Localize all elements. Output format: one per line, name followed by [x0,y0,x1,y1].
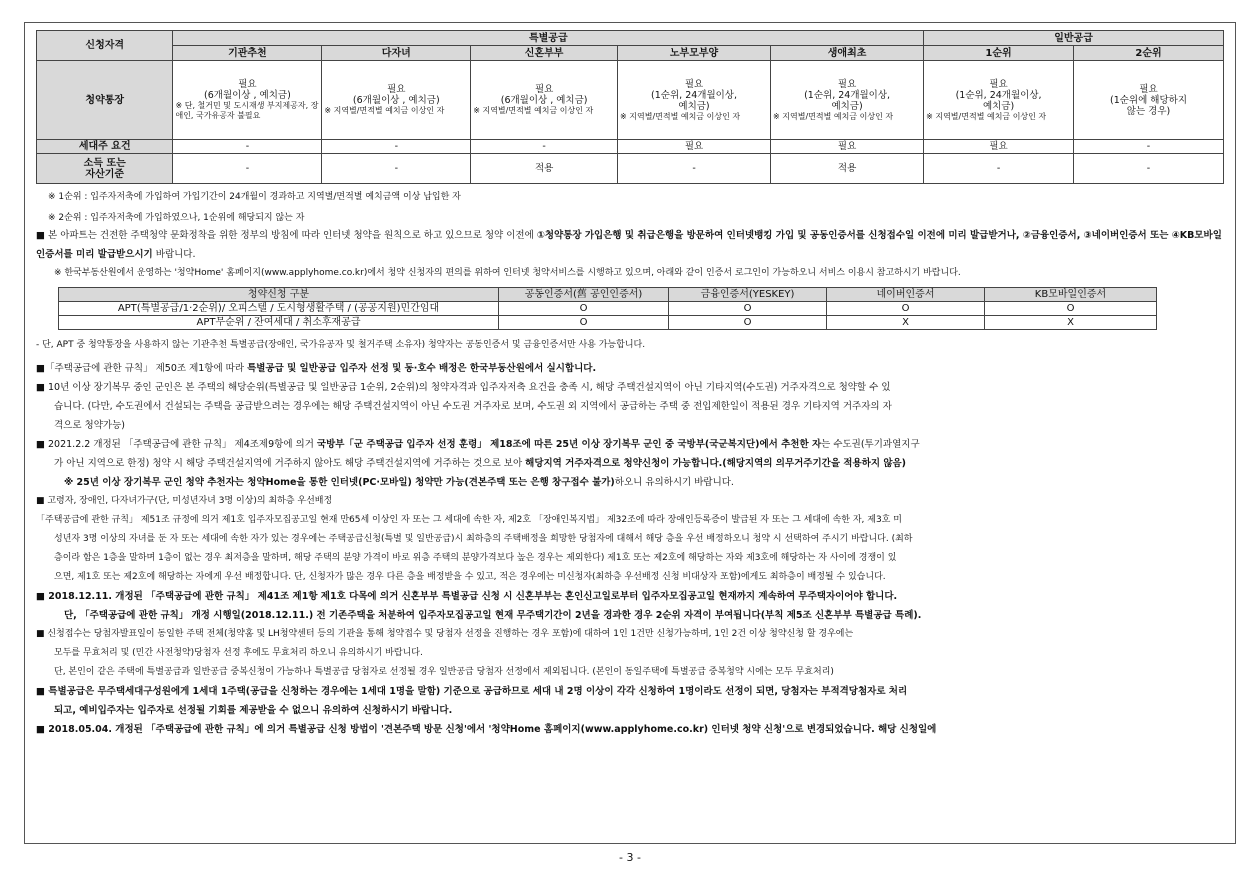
paragraph-military-10y-3: 격으로 청약가능) [54,420,125,431]
paragraph-one-per-person-3: 단, 본인이 같은 주택에 특별공급과 일반공급 중복신청이 가능하나 특별공급 당첨자로 선정될 경우 일반공급 당첨자 선정에서 제외됩니다. (본인이 동일주택에 특별공급 중복청약 시에는 모두 무효처리) [54,667,834,677]
text-bold: ①청약통장 가입은행 및 취급은행을 방문하여 인터넷뱅킹 가입 및 공동인증서를 신청접수일 이전에 미리 발급받거나, ②금융인증서, ③네이버인증서 또는 ④KB모바일인증서를 미리 발급받으시기 [36,230,1222,260]
page-number: - 3 - [619,851,641,864]
text-bold: 국방부「군 주택공급 입주자 선정 훈령」 제18조에 따른 25년 이상 장기복무 군인 중 국방부(국군복지단)에서 추천한 자 [316,439,822,450]
cell-main: 필요 (1순위, 24개월이상, 예치금) [804,78,891,112]
table-cell: 필요 [924,140,1074,154]
paragraph-special-supply-household: ■ 특별공급은 무주택세대구성원에게 1세대 1주택(공급을 신청하는 경우에는 1세대 1명을 말함) 기준으로 공급하므로 세대 내 2명 이상이 각각 신청하여 1명이라도 선정이 되면, 당첨자는 부적격당첨자로 처리 [36,686,908,697]
row-label-savings-account: 청약통장 [37,61,173,140]
text: 는 수도권(투기과열지구 [821,439,920,450]
table-cell: X [985,316,1157,330]
col-header: 금융인증서(YESKEY) [669,288,827,302]
paragraph-military-25y-2 [36,454,1224,473]
table-cell [471,61,618,140]
cell-note: ※ 지역별/면적별 예치금 이상인 자 [473,106,594,115]
table-cell: - [1074,140,1224,154]
table-cell: - [322,140,471,154]
document-body [36,30,1224,739]
table-cell: O [669,302,827,316]
paragraph-newlywed: ■ 2018.12.11. 개정된 「주택공급에 관한 규칙」 제41조 제1항 제1호 다목에 의거 신혼부부 특별공급 신청 시 신혼부부는 혼인신고일로부터 입주자모집공고일 현재까지 계속하여 무주택자이어야 합니다. [36,591,898,602]
paragraph-lowest-floor-4: 으면, 제1호 또는 제2호에 해당하는 자에게 우선 배정합니다. 단, 신청자가 많은 경우 다른 층을 배정받을 수 있고, 적은 경우에는 미신청자(최하층 우선배정 신청 비대상자 포함)에게도 최하층이 배정될 수 있습니다. [54,572,886,582]
note-second-rank: ※ 2순위 : 입주자저축에 가입하였으나, 1순위에 해당되지 않는 자 [48,213,305,223]
table-cell: O [827,302,985,316]
table-cell [771,61,924,140]
col-header: 생애최초 [771,46,924,61]
text: ■ 본 아파트는 건전한 주택청약 문화정착을 위한 정부의 방침에 따라 인터넷 청약을 원칙으로 하고 있으므로 청약 이전에 [36,230,537,241]
table-cell: - [618,154,771,184]
note-first-rank: ※ 1순위 : 입주자저축에 가입하여 가입기간이 24개월이 경과하고 지역별/면적별 예치금액 이상 납입한 자 [48,192,461,202]
paragraph-applyhome-note: ※ 한국부동산원에서 운영하는 '청약Home' 홈페이지(www.applyhome.co.kr)에서 청약 신청자의 편의를 위하여 인터넷 청약서비스를 시행하고 있으며, 아래와 같이 인증서 로그인이 가능하오니 서비스 이용시 참고하시기 바랍니다. [54,268,961,278]
paragraph-2018-revision: ■ 2018.05.04. 개정된 「주택공급에 관한 규칙」에 의거 특별공급 신청 방법이 '견본주택 방문 신청'에서 '청약Home 홈페이지(www.applyhome.co.kr) 인터넷 청약 신청'으로 변경되었습니다. 해당 신청일에 [36,724,937,735]
table-cell: O [669,316,827,330]
col-header: 2순위 [1074,46,1224,61]
header-special-supply: 특별공급 [173,31,924,46]
col-header: 노부모부양 [618,46,771,61]
cell-main: 필요 (1순위에 해당하지 않는 경우) [1110,83,1188,117]
col-header: 다자녀 [322,46,471,61]
text: 바랍니다. [152,249,196,260]
table-cell: - [471,140,618,154]
cell-note: ※ 단, 철거민 및 도시재생 부지제공자, 장애인, 국가유공자 불필요 [175,101,319,120]
table-cell: O [499,316,669,330]
paragraph-rule50 [36,359,1224,378]
paragraph-internet-application [36,226,1224,264]
table-cell [173,61,322,140]
col-header: 1순위 [924,46,1074,61]
paragraph-newlywed-2: 단, 「주택공급에 관한 규칙」 개정 시행일(2018.12.11.) 전 기존주택을 처분하여 입주자모집공고일 현재 무주택기간이 2년을 경과한 경우 2순위 자격이 부여됩니다(부칙 제5조 신혼부부 특별공급 특례). [64,610,922,621]
table-cell: - [924,154,1074,184]
text: 하오니 유의하시기 바랍니다. [614,477,734,488]
paragraph-special-supply-household-2: 되고, 예비입주자는 입주자로 선정될 기회를 제공받을 수 없으니 유의하여 신청하시기 바랍니다. [54,705,453,716]
paragraph-institution-note: - 단, APT 중 청약통장을 사용하지 않는 기관추천 특별공급(장애인, 국가유공자 및 철거주택 소유자) 청약자는 공동인증서 및 금융인증서만 사용 가능합니다. [36,340,646,350]
table-cell: - [1074,154,1224,184]
row-label-income-asset: 소득 또는 자산기준 [37,154,173,184]
header-qualification: 신청자격 [37,31,173,61]
cell-main: 필요 (6개월이상 , 예치금) [204,79,291,101]
table-cell: O [985,302,1157,316]
text: ■「주택공급에 관한 규칙」 제50조 제1항에 따라 [36,363,248,374]
certificate-table [58,287,1157,330]
table-cell: 필요 [618,140,771,154]
row-label-householder: 세대주 요건 [37,140,173,154]
table-cell [924,61,1074,140]
table-row-label: APT(특별공급/1·2순위)/ 오피스텔 / 도시형생활주택 / (공공지원)민간임대 [59,302,499,316]
col-header: 기관추천 [173,46,322,61]
text: 가 아닌 지역으로 한정) 청약 시 해당 주택건설지역에 거주하지 않아도 해당 주택건설지역에 거주하는 것으로 보아 [54,458,526,469]
text: ■ 2021.2.2 개정된 「주택공급에 관한 규칙」 제4조제9항에 의거 [36,439,317,450]
paragraph-military-25y [36,435,1224,454]
text-bold: ※ 25년 이상 장기복무 군인 청약 추천자는 청약Home을 통한 인터넷(PC·모바일) 청약만 가능(견본주택 또는 은행 창구접수 불가) [64,477,615,488]
cell-note: ※ 지역별/면적별 예치금 이상인 자 [324,106,445,115]
table-cell: X [827,316,985,330]
paragraph-one-per-person: ■ 신청접수는 당첨자발표일이 동일한 주택 전체(청약홈 및 LH청약센터 등의 기관을 통해 청약접수 및 당첨자 선정을 진행하는 경우 포함)에 대하여 1인 1건만 신청가능하며, 1인 2건 이상 청약신청 할 경우에는 [36,629,854,639]
cell-main: 필요 (1순위, 24개월이상, 예치금) [651,78,738,112]
table-cell: 적용 [471,154,618,184]
text-bold: 해당지역 거주자격으로 청약신청이 가능합니다.(해당지역의 의무거주기간을 적용하지 않음) [525,458,907,469]
cell-note: ※ 지역별/면적별 예치금 이상인 자 [620,111,741,121]
paragraph-lowest-floor-3: 층이라 함은 1층을 말하며 1층이 없는 경우 최저층을 말하며, 해당 주택의 분양 가격이 바로 위층 주택의 분양가격보다 높은 경우는 제외한다) 제1호 또는 제2호에 해당하는 자와 제3호에 해당하는 자 사이에 경쟁이 있 [54,553,897,563]
cell-main: 필요 (6개월이상 , 예치금) [352,84,440,106]
paragraph-one-per-person-2: 모두를 무효처리 및 (민간 사전청약)당첨자 선정 후에도 무효처리 하오니 유의하시기 바랍니다. [54,648,423,658]
table-cell: - [173,154,322,184]
header-general-supply: 일반공급 [924,31,1224,46]
cell-main: 필요 (1순위, 24개월이상, 예치금) [955,78,1042,112]
cell-note: ※ 지역별/면적별 예치금 이상인 자 [926,111,1047,121]
cell-note: ※ 지역별/면적별 예치금 이상인 자 [773,111,894,121]
table-cell: 필요 [771,140,924,154]
paragraph-lowest-floor-1: 「주택공급에 관한 규칙」 제51조 규정에 의거 제1호 입주자모집공고일 현재 만65세 이상인 자 또는 그 세대에 속한 자, 제2호 「장애인복지법」 제32조에 따라 장애인등록증이 발급된 자 또는 그 세대에 속한 자, 제3호 미 [36,515,902,525]
col-header: 신혼부부 [471,46,618,61]
table-cell: - [322,154,471,184]
table-cell: 적용 [771,154,924,184]
col-header: KB모바일인증서 [985,288,1157,302]
table-cell [322,61,471,140]
table-cell: O [499,302,669,316]
table-cell: - [173,140,322,154]
col-header: 네이버인증서 [827,288,985,302]
paragraph-lowest-floor-2: 성년자 3명 이상의 자녀를 둔 자 또는 세대에 속한 자가 있는 경우에는 주택공급신청(특별 및 일반공급)시 최하층의 주택배정을 희망한 당첨자에 대해서 해당 층을 우선 배정하오니 청약 시 선택하여 주시기 바랍니다. (최하 [54,534,913,544]
paragraph-military-25y-3 [36,473,1224,492]
table-row-label: APT무순위 / 잔여세대 / 취소후재공급 [59,316,499,330]
paragraph-lowest-floor-title: ■ 고령자, 장애인, 다자녀가구(단, 미성년자녀 3명 이상)의 최하층 우선배정 [36,496,333,506]
col-header: 공동인증서(舊 공인인증서) [499,288,669,302]
paragraph-military-10y: ■ 10년 이상 장기복무 중인 군인은 본 주택의 해당순위(특별공급 및 일반공급 1순위, 2순위)의 청약자격과 입주자저축 요건을 충족 시, 해당 주택건설지역이 아닌 기타지역(수도권) 거주자격으로 청약할 수 있 [36,382,891,393]
table-cell [618,61,771,140]
col-header: 청약신청 구분 [59,288,499,302]
cell-main: 필요 (6개월이상 , 예치금) [500,84,588,106]
paragraph-military-10y-2: 습니다. (다만, 수도권에서 건설되는 주택을 공급받으려는 경우에는 해당 주택건설지역이 아닌 수도권 거주자로 보며, 수도권 외 지역에서 공급하는 주택 중 전입제한일이 적용된 경우 기타지역 거주자의 자 [54,401,892,412]
eligibility-table [36,30,1224,184]
text-bold: 특별공급 및 일반공급 입주자 선정 및 동·호수 배정은 한국부동산원에서 실시합니다. [247,363,597,374]
table-cell [1074,61,1224,140]
